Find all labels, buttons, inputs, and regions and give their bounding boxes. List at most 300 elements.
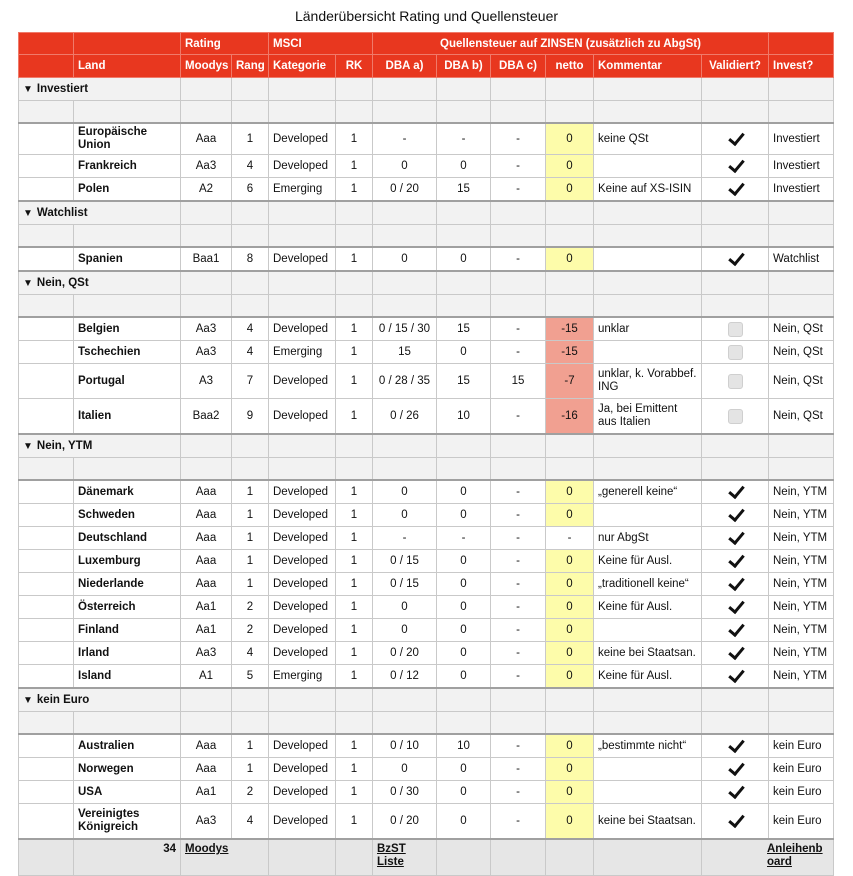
group-row[interactable]: [19, 201, 834, 225]
validated-cell[interactable]: [702, 734, 769, 758]
unchecked-box-icon[interactable]: [728, 374, 743, 389]
cell: [336, 201, 373, 225]
dba-a: 0 / 15 / 30: [373, 317, 437, 341]
table-row[interactable]: [19, 504, 834, 527]
cell: [702, 201, 769, 225]
anleihen-link-cell: [702, 839, 834, 876]
netto-value: -7: [546, 364, 594, 399]
cell: [181, 434, 232, 458]
netto-value: 0: [546, 573, 594, 596]
risk-class: 1: [336, 480, 373, 504]
validated-cell[interactable]: [702, 178, 769, 202]
group-label: Watchlist: [36, 207, 88, 219]
netto-value: 0: [546, 642, 594, 665]
cell: [491, 271, 546, 295]
invest-status: Nein, YTM: [769, 665, 834, 689]
table-row[interactable]: [19, 480, 834, 504]
footer-row: [19, 839, 834, 876]
validated-cell[interactable]: [702, 504, 769, 527]
col-validiert[interactable]: Validiert?: [702, 55, 769, 78]
invest-status: Nein, YTM: [769, 527, 834, 550]
invest-status: Nein, QSt: [769, 364, 834, 399]
dba-b: 0: [437, 665, 491, 689]
cell: [437, 434, 491, 458]
checkmark-icon[interactable]: [729, 160, 742, 173]
dba-b: 0: [437, 341, 491, 364]
checkmark-icon[interactable]: [729, 786, 742, 799]
cell: [232, 688, 269, 712]
cell: [437, 839, 491, 876]
comment: „bestimmte nicht“: [594, 734, 702, 758]
msci-category: Developed: [269, 550, 336, 573]
cell: [491, 688, 546, 712]
comment: [594, 781, 702, 804]
dba-b: 15: [437, 178, 491, 202]
dba-b: 10: [437, 399, 491, 435]
rating-rank: 1: [232, 480, 269, 504]
moodys-rating: Aaa: [181, 758, 232, 781]
col-kommentar[interactable]: Kommentar: [594, 55, 702, 78]
unchecked-box-icon[interactable]: [728, 322, 743, 337]
validated-cell[interactable]: [702, 781, 769, 804]
cell: [232, 225, 269, 248]
country-table: [18, 32, 834, 876]
cell: [546, 458, 594, 481]
validated-cell[interactable]: [702, 341, 769, 364]
cell: [181, 712, 232, 735]
table-row[interactable]: [19, 317, 834, 341]
moodys-rating: Aaa: [181, 550, 232, 573]
anleihenboard-link[interactable]: Anleihenboard: [767, 843, 823, 868]
rating-rank: 1: [232, 504, 269, 527]
unchecked-box-icon[interactable]: [728, 345, 743, 360]
validated-cell[interactable]: [702, 399, 769, 435]
group-header[interactable]: [19, 688, 181, 712]
dba-c: -: [491, 596, 546, 619]
msci-category: Developed: [269, 596, 336, 619]
checkmark-icon[interactable]: [729, 486, 742, 499]
cell: [491, 712, 546, 735]
validated-cell[interactable]: [702, 317, 769, 341]
dba-c: -: [491, 804, 546, 840]
table-row[interactable]: [19, 123, 834, 155]
msci-category: Developed: [269, 734, 336, 758]
dba-a: 0: [373, 504, 437, 527]
cell: [336, 225, 373, 248]
checkmark-icon[interactable]: [729, 763, 742, 776]
risk-class: 1: [336, 550, 373, 573]
comment: Keine für Ausl.: [594, 596, 702, 619]
cell: [181, 295, 232, 318]
comment: [594, 619, 702, 642]
invest-status: Investiert: [769, 155, 834, 178]
invest-status: Investiert: [769, 178, 834, 202]
cell: [336, 78, 373, 101]
netto-value: 0: [546, 734, 594, 758]
risk-class: 1: [336, 781, 373, 804]
comment: keine QSt: [594, 123, 702, 155]
cell: [437, 225, 491, 248]
collapse-triangle-icon[interactable]: ▼: [23, 84, 33, 95]
netto-value: 0: [546, 247, 594, 271]
country-name: Europäische Union: [74, 123, 181, 155]
cell: [232, 201, 269, 225]
validated-cell[interactable]: [702, 480, 769, 504]
country-name: Italien: [74, 399, 181, 435]
comment: unklar, k. Vorabbef. ING: [594, 364, 702, 399]
cell: [373, 458, 437, 481]
cell: [74, 225, 181, 248]
cell: [702, 225, 769, 248]
dba-b: 0: [437, 247, 491, 271]
comment: keine bei Staatsan.: [594, 642, 702, 665]
country-name: Frankreich: [74, 155, 181, 178]
cell: [594, 712, 702, 735]
risk-class: 1: [336, 642, 373, 665]
msci-category: Developed: [269, 364, 336, 399]
comment: Ja, bei Emittent aus Italien: [594, 399, 702, 435]
table-row[interactable]: [19, 178, 834, 202]
cell: [594, 201, 702, 225]
country-name: Tschechien: [74, 341, 181, 364]
col-dba-a[interactable]: DBA a): [373, 55, 437, 78]
cell: [769, 688, 834, 712]
table-row[interactable]: [19, 527, 834, 550]
invest-status: Nein, YTM: [769, 619, 834, 642]
cell: [769, 458, 834, 481]
cell: [769, 78, 834, 101]
msci-category: Developed: [269, 758, 336, 781]
netto-value: 0: [546, 619, 594, 642]
cell: [373, 688, 437, 712]
risk-class: 1: [336, 247, 373, 271]
table-row[interactable]: [19, 596, 834, 619]
col-moodys[interactable]: Moodys: [181, 55, 232, 78]
cell: [437, 295, 491, 318]
dba-a: 0 / 20: [373, 642, 437, 665]
rating-rank: 2: [232, 781, 269, 804]
table-row[interactable]: [19, 642, 834, 665]
dba-b: 0: [437, 155, 491, 178]
netto-value: 0: [546, 804, 594, 840]
dba-c: -: [491, 527, 546, 550]
collapse-triangle-icon[interactable]: ▼: [23, 208, 33, 219]
moodys-rating: A1: [181, 665, 232, 689]
netto-value: 0: [546, 596, 594, 619]
country-name: Österreich: [74, 596, 181, 619]
cell: [336, 839, 373, 876]
comment: [594, 758, 702, 781]
cell: [373, 712, 437, 735]
cell: [437, 78, 491, 101]
group-label: Nein, QSt: [36, 277, 89, 289]
cell: [437, 458, 491, 481]
dba-a: 0 / 15: [373, 550, 437, 573]
comment: unklar: [594, 317, 702, 341]
group-header[interactable]: [19, 434, 181, 458]
cell: [491, 201, 546, 225]
group-spacer-row: [19, 225, 834, 248]
invest-status: Nein, QSt: [769, 341, 834, 364]
invest-status: Watchlist: [769, 247, 834, 271]
table-row[interactable]: [19, 758, 834, 781]
col-invest[interactable]: Invest?: [769, 55, 834, 78]
bzst-link-cell: [373, 839, 437, 876]
checkmark-icon[interactable]: [729, 578, 742, 591]
cell: [336, 101, 373, 124]
cell: [232, 434, 269, 458]
cell: [181, 101, 232, 124]
group-spacer-row: [19, 458, 834, 481]
dba-a: 0 / 12: [373, 665, 437, 689]
validated-cell[interactable]: [702, 123, 769, 155]
group-row[interactable]: [19, 688, 834, 712]
country-name: Finland: [74, 619, 181, 642]
indent-cell: [19, 317, 74, 341]
table-row[interactable]: [19, 550, 834, 573]
checkmark-icon[interactable]: [729, 740, 742, 753]
dba-a: 0: [373, 155, 437, 178]
moodys-rating: A3: [181, 364, 232, 399]
comment: Keine auf XS-ISIN: [594, 178, 702, 202]
checkmark-icon[interactable]: [729, 555, 742, 568]
moodys-rating: Aa3: [181, 155, 232, 178]
dba-c: -: [491, 247, 546, 271]
group-row[interactable]: [19, 271, 834, 295]
checkmark-icon[interactable]: [729, 183, 742, 196]
rating-rank: 4: [232, 155, 269, 178]
moodys-rating: Aaa: [181, 480, 232, 504]
table-row[interactable]: [19, 364, 834, 399]
validated-cell[interactable]: [702, 804, 769, 840]
cell: [594, 225, 702, 248]
table-row[interactable]: [19, 399, 834, 435]
dba-a: 0 / 20: [373, 178, 437, 202]
dba-a: 0 / 15: [373, 573, 437, 596]
validated-cell[interactable]: [702, 665, 769, 689]
header-row-2: [19, 55, 834, 78]
risk-class: 1: [336, 573, 373, 596]
cell: [437, 712, 491, 735]
indent-cell: [19, 781, 74, 804]
dba-c: -: [491, 665, 546, 689]
checkmark-icon[interactable]: [729, 253, 742, 266]
validated-cell[interactable]: [702, 364, 769, 399]
country-name: Spanien: [74, 247, 181, 271]
cell: [769, 434, 834, 458]
validated-cell[interactable]: [702, 642, 769, 665]
cell: [269, 712, 336, 735]
moodys-link-cell: [181, 839, 269, 876]
col-kategorie[interactable]: Kategorie: [269, 55, 336, 78]
cell: [232, 712, 269, 735]
cell: [491, 78, 546, 101]
cell: [702, 458, 769, 481]
validated-cell[interactable]: [702, 550, 769, 573]
moodys-link[interactable]: Moodys: [185, 843, 229, 855]
col-rang[interactable]: Rang: [232, 55, 269, 78]
checkmark-icon[interactable]: [729, 624, 742, 637]
table-row[interactable]: [19, 804, 834, 840]
risk-class: 1: [336, 596, 373, 619]
cell: [546, 839, 594, 876]
col-rk[interactable]: RK: [336, 55, 373, 78]
table-row[interactable]: [19, 665, 834, 689]
cell: [769, 201, 834, 225]
comment: keine bei Staatsan.: [594, 804, 702, 840]
moodys-rating: Aaa: [181, 123, 232, 155]
collapse-triangle-icon[interactable]: ▼: [23, 695, 33, 706]
risk-class: 1: [336, 123, 373, 155]
cell: [181, 458, 232, 481]
group-header[interactable]: [19, 271, 181, 295]
checkmark-icon[interactable]: [729, 601, 742, 614]
moodys-rating: Aaa: [181, 734, 232, 758]
header-qst: Quellensteuer auf ZINSEN (zusätzlich zu AbgSt): [373, 33, 769, 55]
country-name: Luxemburg: [74, 550, 181, 573]
bzst-list-link[interactable]: BzST Liste: [377, 843, 406, 868]
table-row[interactable]: [19, 573, 834, 596]
dba-b: 0: [437, 480, 491, 504]
validated-cell[interactable]: [702, 619, 769, 642]
moodys-rating: Aaa: [181, 527, 232, 550]
cell: [702, 295, 769, 318]
cell: [594, 458, 702, 481]
cell: [702, 78, 769, 101]
cell: [769, 101, 834, 124]
indent-cell: [19, 573, 74, 596]
dba-a: 0 / 30: [373, 781, 437, 804]
cell: [702, 271, 769, 295]
group-header[interactable]: [19, 78, 181, 101]
collapse-triangle-icon[interactable]: ▼: [23, 441, 33, 452]
netto-value: 0: [546, 758, 594, 781]
cell: [373, 101, 437, 124]
invest-status: Nein, YTM: [769, 596, 834, 619]
cell: [546, 271, 594, 295]
risk-class: 1: [336, 399, 373, 435]
dba-a: 0: [373, 619, 437, 642]
cell: [594, 839, 702, 876]
group-spacer-row: [19, 712, 834, 735]
msci-category: Developed: [269, 804, 336, 840]
group-header[interactable]: [19, 201, 181, 225]
group-row[interactable]: [19, 434, 834, 458]
checkmark-icon[interactable]: [729, 532, 742, 545]
cell: [74, 458, 181, 481]
cell: [546, 78, 594, 101]
validated-cell[interactable]: [702, 596, 769, 619]
checkmark-icon[interactable]: [729, 815, 742, 828]
dba-a: 0 / 20: [373, 804, 437, 840]
col-land[interactable]: Land: [74, 55, 181, 78]
checkmark-icon[interactable]: [729, 647, 742, 660]
indent-cell: [19, 642, 74, 665]
msci-category: Developed: [269, 781, 336, 804]
indent-cell: [19, 665, 74, 689]
table-row[interactable]: [19, 155, 834, 178]
invest-status: Nein, YTM: [769, 550, 834, 573]
col-dba-b[interactable]: DBA b): [437, 55, 491, 78]
cell: [594, 688, 702, 712]
msci-category: Developed: [269, 399, 336, 435]
rating-rank: 5: [232, 665, 269, 689]
rating-rank: 2: [232, 596, 269, 619]
validated-cell[interactable]: [702, 527, 769, 550]
unchecked-box-icon[interactable]: [728, 409, 743, 424]
cell: [373, 201, 437, 225]
country-name: Norwegen: [74, 758, 181, 781]
cell: [546, 201, 594, 225]
dba-a: 0: [373, 596, 437, 619]
comment: [594, 155, 702, 178]
dba-b: 0: [437, 550, 491, 573]
dba-c: -: [491, 123, 546, 155]
moodys-rating: Aa3: [181, 341, 232, 364]
netto-value: -16: [546, 399, 594, 435]
dba-c: 15: [491, 364, 546, 399]
checkmark-icon[interactable]: [729, 133, 742, 146]
checkmark-icon[interactable]: [729, 670, 742, 683]
rating-rank: 4: [232, 317, 269, 341]
cell: [373, 78, 437, 101]
cell: [491, 295, 546, 318]
table-row[interactable]: [19, 734, 834, 758]
risk-class: 1: [336, 619, 373, 642]
invest-status: kein Euro: [769, 758, 834, 781]
checkmark-icon[interactable]: [729, 509, 742, 522]
moodys-rating: Baa1: [181, 247, 232, 271]
moodys-rating: Aaa: [181, 573, 232, 596]
msci-category: Developed: [269, 573, 336, 596]
moodys-rating: A2: [181, 178, 232, 202]
col-netto[interactable]: netto: [546, 55, 594, 78]
comment: Keine für Ausl.: [594, 665, 702, 689]
table-row[interactable]: [19, 247, 834, 271]
rating-rank: 1: [232, 527, 269, 550]
indent-cell: [19, 550, 74, 573]
table-row[interactable]: [19, 781, 834, 804]
comment: [594, 504, 702, 527]
rating-rank: 6: [232, 178, 269, 202]
validated-cell[interactable]: [702, 155, 769, 178]
comment: „generell keine“: [594, 480, 702, 504]
table-row[interactable]: [19, 341, 834, 364]
col-dba-c[interactable]: DBA c): [491, 55, 546, 78]
group-row[interactable]: [19, 78, 834, 101]
moodys-rating: Aa1: [181, 619, 232, 642]
invest-status: Nein, YTM: [769, 504, 834, 527]
dba-b: 15: [437, 364, 491, 399]
cell: [373, 271, 437, 295]
indent-cell: [19, 364, 74, 399]
collapse-triangle-icon[interactable]: ▼: [23, 278, 33, 289]
netto-value: -: [546, 527, 594, 550]
rating-rank: 7: [232, 364, 269, 399]
validated-cell[interactable]: [702, 573, 769, 596]
dba-c: -: [491, 178, 546, 202]
invest-status: kein Euro: [769, 804, 834, 840]
header-row-1: [19, 33, 834, 55]
validated-cell[interactable]: [702, 758, 769, 781]
cell: [232, 458, 269, 481]
msci-category: Developed: [269, 619, 336, 642]
cell: [181, 271, 232, 295]
validated-cell[interactable]: [702, 247, 769, 271]
rating-rank: 8: [232, 247, 269, 271]
table-row[interactable]: [19, 619, 834, 642]
country-name: Australien: [74, 734, 181, 758]
